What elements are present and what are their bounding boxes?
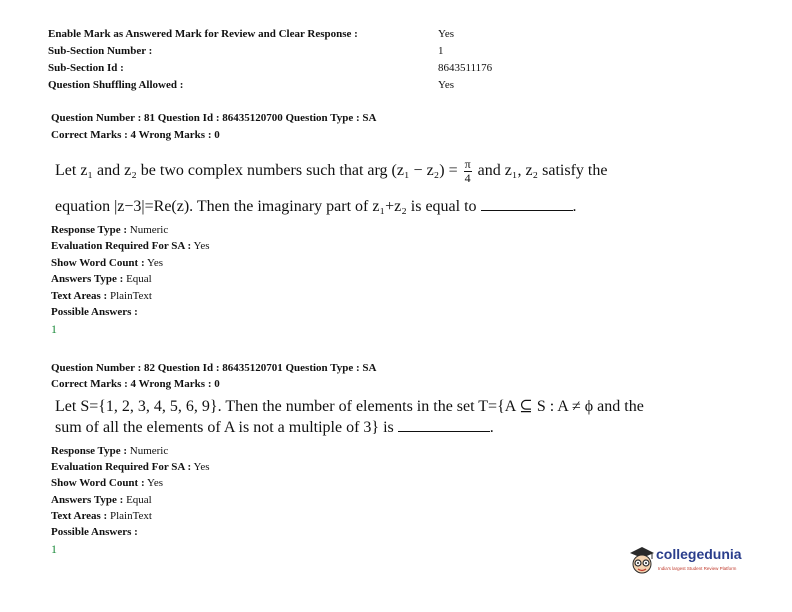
q82-possible-answers (51, 526, 138, 538)
q81-line2-end: . (572, 198, 577, 215)
q81-word-count-label: Show Word Count : (51, 257, 145, 269)
q81-header: Question Number : 81 Question Id : 86435120700 Question Type : SA (51, 112, 377, 124)
q82-response-type-label: Response Type : (51, 445, 127, 457)
q81-question-line1 (55, 158, 765, 185)
q81-response-type-label: Response Type : (51, 224, 127, 236)
q82-word-count-label: Show Word Count : (51, 477, 145, 489)
q82-word-count (51, 477, 163, 489)
q82-header: Question Number : 82 Question Id : 86435120701 Question Type : SA (51, 362, 377, 374)
q81-answers-type (51, 273, 152, 285)
meta-label-shuffling: Question Shuffling Allowed : (48, 79, 184, 91)
logo-wordmark: collegedunia (656, 546, 742, 562)
q82-eval-label: Evaluation Required For SA : (51, 461, 192, 473)
q82-line2-text: sum of all the elements of A is not a multiple of 3} is (55, 419, 394, 436)
q81-frac-num: π (464, 157, 471, 171)
q81-text-areas-value: PlainText (109, 290, 152, 302)
q82-answers-type-label: Answers Type : (51, 494, 124, 506)
q82-possible-label: Possible Answers : (51, 526, 138, 538)
q81-possible-answer-value: 1 (51, 322, 57, 336)
collegedunia-logo (628, 544, 758, 580)
q81-answer-blank (481, 196, 573, 211)
q82-answers-type (51, 494, 152, 506)
meta-label-enable-mark: Enable Mark as Answered Mark for Review and Clear Response : (48, 28, 358, 40)
q81-possible-label: Possible Answers : (51, 306, 138, 318)
q82-answers-type-value: Equal (126, 494, 152, 506)
q81-eval-label: Evaluation Required For SA : (51, 240, 192, 252)
meta-value-subsection-number: 1 (438, 45, 444, 57)
q81-line1-a: Let z₁ and z₂ be two complex numbers such that arg (z₁ − z₂) = (55, 162, 458, 180)
q81-text-areas (51, 290, 152, 302)
q82-marks: Correct Marks : 4 Wrong Marks : 0 (51, 378, 220, 390)
q82-line2-end: . (489, 419, 494, 436)
q82-text-areas-label: Text Areas : (51, 510, 108, 522)
q81-response-type-value: Numeric (129, 224, 169, 236)
q82-eval-value: Yes (193, 461, 210, 473)
q81-frac-den: 4 (464, 171, 471, 185)
q82-question-line2 (55, 417, 765, 438)
mascot-icon (628, 544, 656, 576)
q81-answers-type-value: Equal (126, 273, 152, 285)
q82-text-areas-value: PlainText (109, 510, 152, 522)
q82-text-areas (51, 510, 152, 522)
q81-eval-value: Yes (193, 240, 210, 252)
q81-word-count (51, 257, 163, 269)
meta-value-shuffling: Yes (438, 79, 455, 91)
q81-response-type (51, 224, 168, 236)
q81-text-areas-label: Text Areas : (51, 290, 108, 302)
q81-fraction (464, 158, 472, 185)
q81-eval (51, 240, 210, 252)
q81-possible-answers (51, 306, 138, 318)
meta-label-subsection-number: Sub-Section Number : (48, 45, 153, 57)
q82-possible-answer-value: 1 (51, 542, 57, 556)
q82-word-count-value: Yes (146, 477, 163, 489)
logo-tagline: India's largest Student Review Platform (658, 566, 737, 571)
meta-label-subsection-id: Sub-Section Id : (48, 62, 124, 74)
q81-marks: Correct Marks : 4 Wrong Marks : 0 (51, 129, 220, 141)
q81-line1-b: and z₁, z₂ satisfy the (477, 162, 608, 180)
meta-value-enable-mark: Yes (438, 28, 455, 40)
meta-value-subsection-id: 8643511176 (438, 62, 493, 74)
q81-word-count-value: Yes (146, 257, 163, 269)
q81-answers-type-label: Answers Type : (51, 273, 124, 285)
q82-question-line1: Let S={1, 2, 3, 4, 5, 6, 9}. Then the number of elements in the set T={A ⊆ S : A ≠ ϕ and the (55, 398, 644, 415)
q82-answer-blank (398, 417, 490, 432)
q81-line2-text: equation |z−3|=Re(z). Then the imaginary part of z₁+z₂ is equal to (55, 198, 477, 215)
q82-eval (51, 461, 210, 473)
q82-response-type-value: Numeric (129, 445, 169, 457)
q82-response-type (51, 445, 168, 457)
q81-question-line2 (55, 196, 765, 217)
